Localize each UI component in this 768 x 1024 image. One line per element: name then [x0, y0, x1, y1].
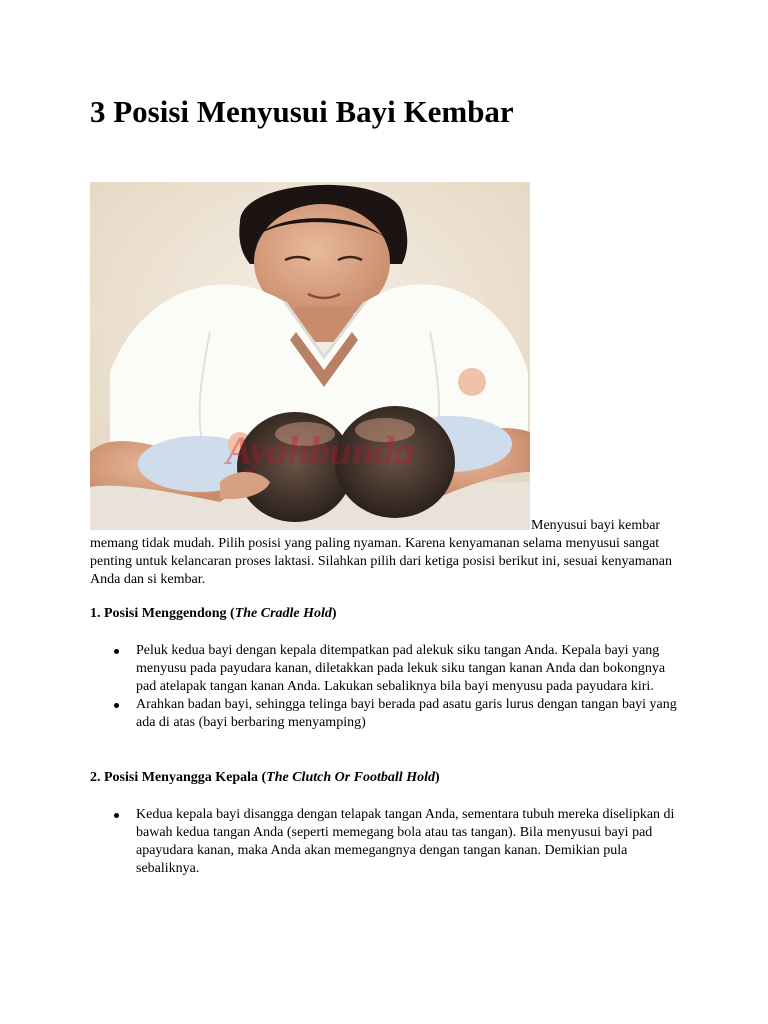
bullet-icon: [114, 703, 119, 708]
list-item: [90, 696, 688, 732]
cradle-hold-bullet-list: [90, 642, 688, 732]
section-heading-football-hold: [90, 769, 440, 787]
article-title: 3 Posisi Menyusui Bayi Kembar: [90, 94, 514, 129]
football-hold-bullet-list: [90, 806, 688, 878]
bullet-icon: [114, 813, 119, 818]
heading-suffix: ): [331, 606, 337, 621]
heading-text: 2. Posisi Menyangga Kepala (: [90, 770, 267, 785]
list-item-text: Peluk kedua bayi dengan kepala ditempatkan pad alekuk siku tangan Anda. Kepala bayi yang menyusu pada payudara kanan, diletakkan pada lekuk siku tangan kanan Anda dan bokongnya pad atelapak tangan kanan Anda. Lakukan sebaliknya bila bayi menyusu pada payudara kiri.: [136, 643, 666, 694]
heading-text: 1. Posisi Menggendong (: [90, 606, 235, 621]
twin-breastfeeding-photo: [90, 182, 530, 530]
list-item-text: Arahkan badan bayi, sehingga telinga bayi berada pad asatu garis lurus dengan tangan bayi yang ada di atas (bayi berbaring menyamping): [136, 697, 677, 730]
image-float-spacer: [90, 517, 531, 535]
photo-illustration: [90, 182, 530, 530]
list-item: [90, 642, 688, 696]
section-heading-cradle-hold: [90, 605, 337, 623]
list-item: [90, 806, 688, 878]
intro-text: Menyusui bayi kembar memang tidak mudah. Pilih posisi yang paling nyaman. Karena kenyamanan selama menyusui sangat penting untuk kelancaran proses laktasi. Silahkan pilih dari ketiga posisi berikut ini, sesuai kenyamanan Anda dan si kembar.: [90, 518, 673, 587]
bullet-icon: [114, 649, 119, 654]
intro-paragraph: [90, 517, 680, 589]
list-item-text: Kedua kepala bayi disangga dengan telapak tangan Anda, sementara tubuh mereka diselipkan di bawah kedua tangan Anda (seperti memegang bola atau tas tangan). Bila menyusui bayi pad apayudara kanan, maka Anda akan memegangnya dengan tangan kanan. Demikian pula sebaliknya.: [136, 807, 675, 876]
heading-emphasis: The Cradle Hold: [234, 606, 332, 621]
heading-emphasis: The Clutch Or Football Hold: [266, 770, 435, 785]
image-watermark: Ayahbunda: [225, 428, 415, 473]
heading-suffix: ): [434, 770, 440, 785]
